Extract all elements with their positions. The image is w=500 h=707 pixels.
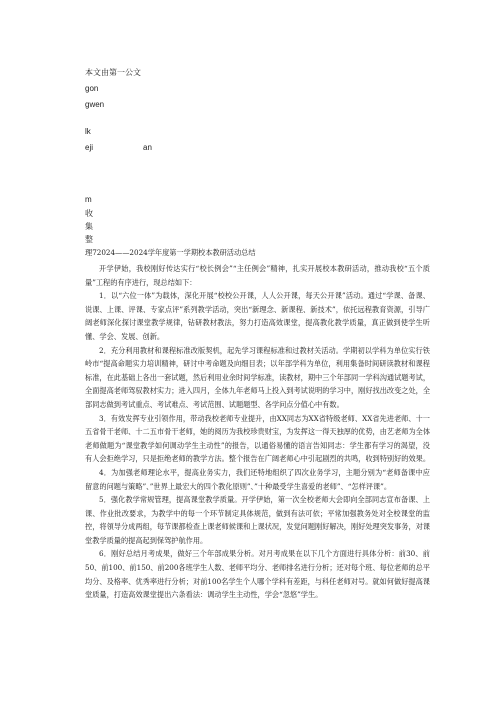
source-fragment: lk <box>85 127 91 136</box>
source-fragment: 收 <box>85 209 93 218</box>
paragraph-item-6: 6．刚好总结月考成果，做好三个年部成果分析。对月考成果在以下几个方面进行具体分析：前30、前50、前100、前150、前200各班学生人数、老师平均分、老师排名进行分析；还对每个班、每位老师的总平均分、及格率、优秀率进行分析；对前100名学生个人哪个学科有差距，与科任老师对号。就如何做好提高课堂质量，打造高效课堂提出六条看法：调动学生主动性，学会“忽悠”学生。 <box>85 549 430 600</box>
source-note: 本文由第一公文 <box>85 68 141 77</box>
paragraph-item-5: 5．强化教学常规管理，提高课堂教学质量。开学伊始，第一次全校老师大会即向全部同志宣布备课、上课、作业批改要求，为教学中的每一个环节制定具体规范，做到有法可依；平常加强教务处对全校课堂的监控，将領导分成两组，每节课都检查上课老师候课和上课状况，发觉问题刚好解决，刚好处理突发事务，对课堂教学质量的提高起到保驾护航作用。 <box>85 495 431 545</box>
source-fragment: eji <box>85 143 94 152</box>
source-fragment: m <box>85 195 92 204</box>
intro-paragraph: 开学伊始，我校刚好传达实行“校长例会”“主任例会”精神，扎实开展校本教研活动，推动我校“五个质量”工程的有序进行，现总结如下： <box>85 264 430 287</box>
paragraph-item-1: 1．以“六位一体”为载体，深化开展“校校公开课，人人公开课，每天公开课”活动。通过“学课、备课、说课、上课、评课、专家点评”系列教学活动，突出“新理念、新课程、新技术”，依托远程教育资源，引导广阔老师深化探讨课堂教学规律，钻研教材教法，努力打造高效课堂，提高教化教学质量，真正做到使学生听懂、学会、发展、创新。 <box>85 291 430 341</box>
paragraph-item-4: 4．为加强老师理论水平，提高业务实力，我们还特地组织了四次业务学习，主题分别为“老师备课中应留意的问题与策略”、”世界上最宏大的四个教化原则”、”十种最受学生喜爱的老师”、“怎样评课”。 <box>85 467 430 491</box>
paragraph-item-3: 3．有效发挥专业引领作用，带动我校老师专业提升，由XX同志为XX省特级老师、XX省先进老师、十一五省骨干老师、十二五市骨干老师，她的阅历为我校珍贵财宝，为发挥这一得天独厚的优势，由艺老师为全体老师做题为“课堂教学如何调动学生主动性”的报告，以通俗易懂的语言告知同志：学生都有学习的渴望，没有人会拒绝学习，只是拒绝老师的教学方法。整个报告在广阔老师心中引起剧烈的共鸣，收到特别好的效果。 <box>85 413 431 464</box>
document-title: 理72024——2024学年度第一学期校本教研活动总结 <box>85 248 256 257</box>
paragraph-item-2: 2．充分利用教材和课程标准改版契机，起先学习课程标准和过教材关活动。学期初以学科为单位实行铁岭市“提高命题实力培训精神，研讨中考命题及向细目表；以年部学科为单位，利用集备时间研读教材和课程标准，在此基础上各出一套试题，然后利用业余时间学标准，读教材，期中三个年部同一学科沟通试题考试，全面提高老师驾驭教材实力；进入四月，全体九年老师马上投入到考试说明的学习中，刚好找出改变之处，全部同志做到考试重点、考试难点、考试范围、试题题型、各学问点分值心中有数。 <box>85 345 431 409</box>
source-fragment: gwen <box>85 100 105 109</box>
source-fragment: gon <box>85 84 99 93</box>
source-fragment: 集 <box>85 222 93 231</box>
document-body <box>85 262 430 602</box>
source-fragment: 整 <box>85 235 93 244</box>
source-fragment: an <box>143 143 152 152</box>
